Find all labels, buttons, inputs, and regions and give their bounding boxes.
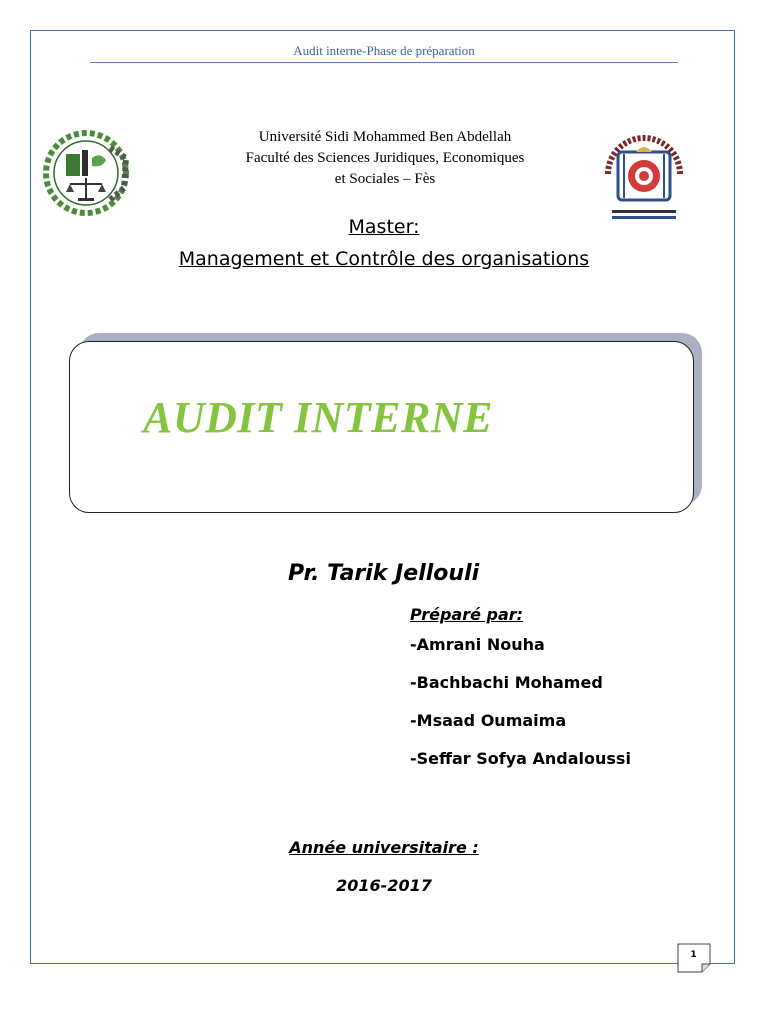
member-name: -Amrani Nouha xyxy=(410,635,545,654)
academic-year-label xyxy=(0,838,768,857)
prepared-by-block xyxy=(410,605,631,787)
faculty-name-cont: et Sociales – Fès xyxy=(334,171,436,187)
master-heading xyxy=(0,214,768,272)
academic-year-label-text: Année universitaire : xyxy=(289,838,479,857)
professor-name: Pr. Tarik Jellouli xyxy=(288,561,480,586)
prepared-by-label: Préparé par: xyxy=(410,605,524,624)
document-title: AUDIT INTERNE xyxy=(143,393,493,442)
faculty-name: Faculté des Sciences Juridiques, Economiques xyxy=(245,150,525,166)
member-name: -Msaad Oumaima xyxy=(410,711,567,730)
header-divider xyxy=(90,62,678,63)
faculty-logo-icon xyxy=(40,128,132,218)
running-header: Audit interne-Phase de préparation xyxy=(293,43,475,58)
university-name: Université Sidi Mohammed Ben Abdellah xyxy=(258,129,512,145)
academic-year-value: 2016-2017 xyxy=(336,876,432,895)
university-heading xyxy=(135,127,635,190)
master-label: Master: xyxy=(348,216,420,238)
member-name: -Bachbachi Mohamed xyxy=(410,673,603,692)
page-number-box xyxy=(677,943,714,973)
member-name: -Seffar Sofya Andaloussi xyxy=(410,749,631,768)
program-name: Management et Contrôle des organisations xyxy=(178,248,590,270)
page-number: 1 xyxy=(690,950,697,960)
